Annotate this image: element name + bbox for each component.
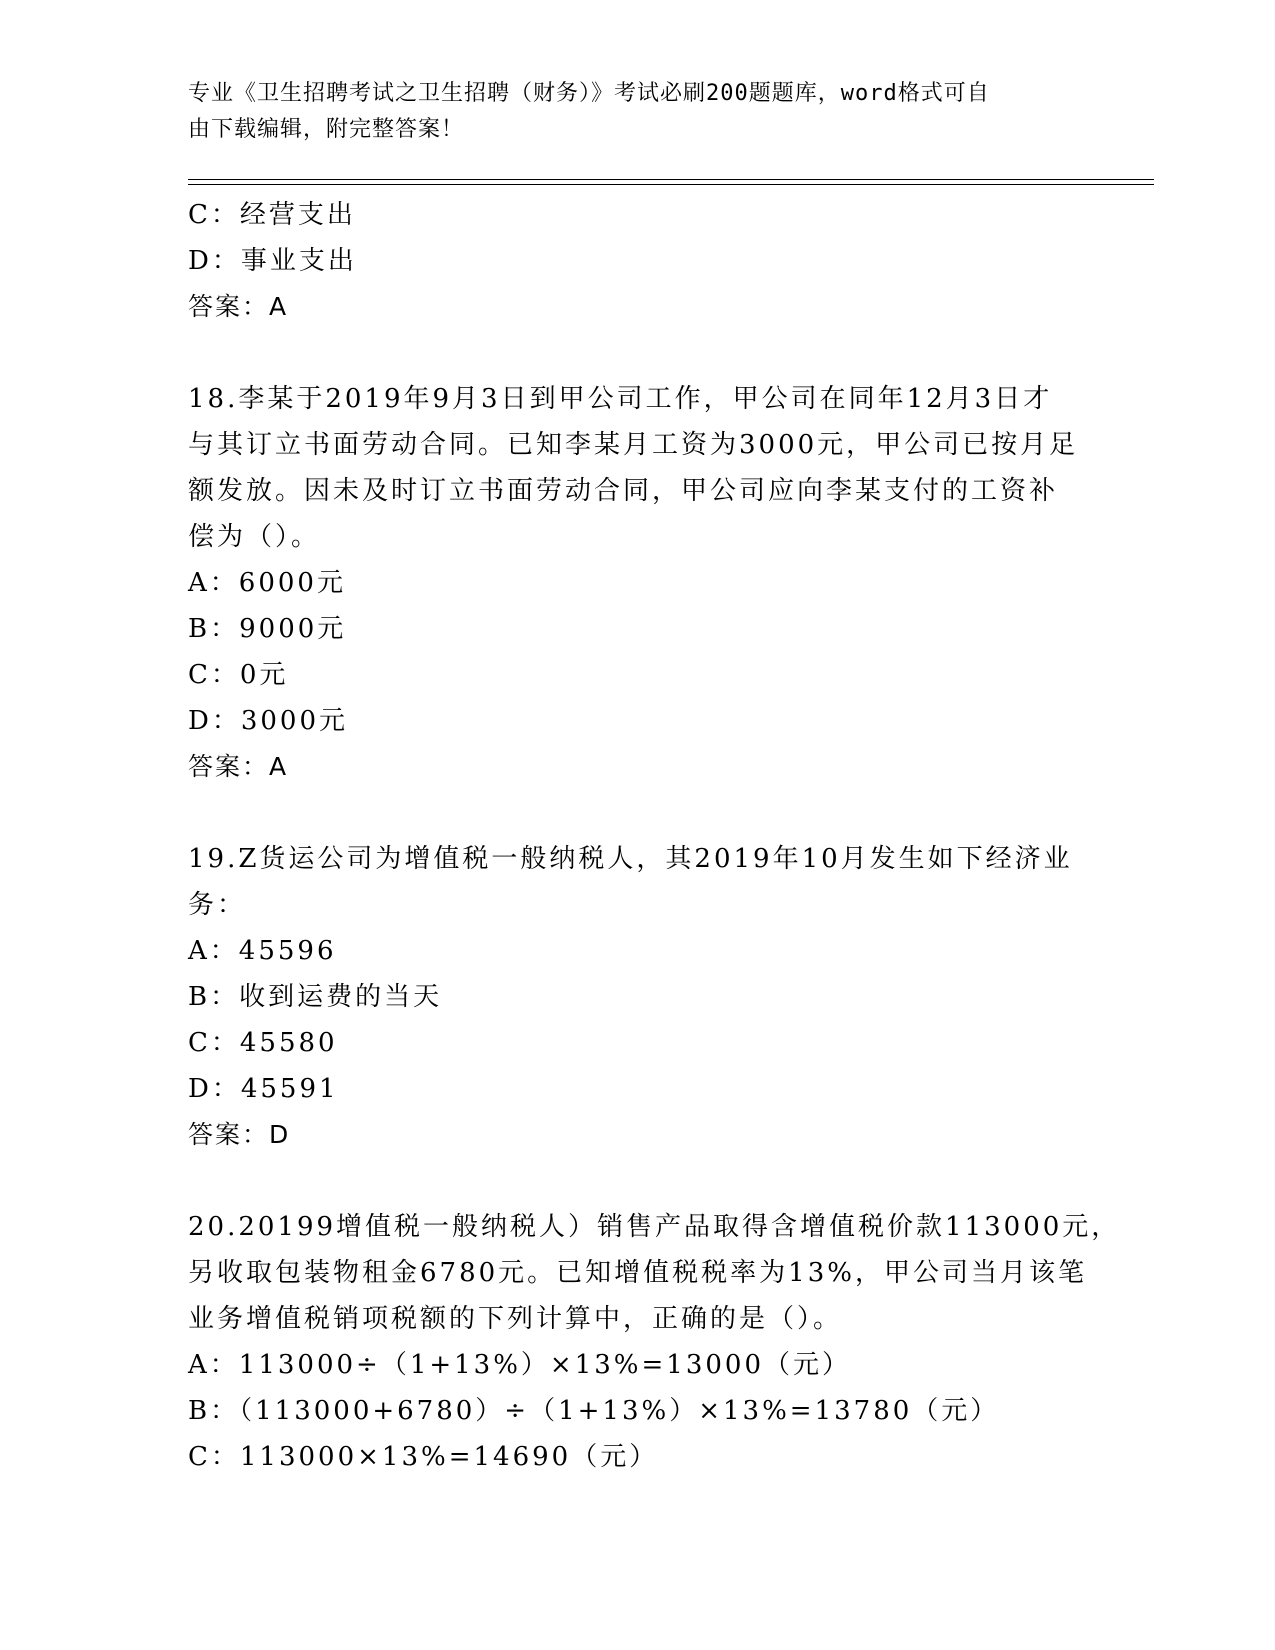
option-d: D：3000元	[188, 706, 349, 736]
question-17-tail	[188, 192, 1088, 330]
question-text-line: 18.李某于2019年9月3日到甲公司工作，甲公司在同年12月3日才	[188, 384, 1053, 414]
header-line-1: 专业《卫生招聘考试之卫生招聘（财务）》考试必刷200题题库，word格式可自	[188, 81, 990, 106]
option-b: B：9000元	[188, 614, 347, 644]
question-list	[188, 192, 1121, 1480]
question-20	[188, 1204, 1121, 1480]
option-b: B：收到运费的当天	[188, 982, 443, 1012]
option-a: A：6000元	[188, 568, 346, 598]
header-divider-bottom	[188, 184, 1154, 185]
answer: 答案：A	[188, 752, 289, 781]
option-b: B：（113000+6780）÷（1+13%）×13%=13780（元）	[188, 1396, 1000, 1426]
option-a: A：113000÷（1+13%）×13%=13000（元）	[188, 1350, 851, 1380]
header-divider-top	[188, 179, 1154, 180]
question-text-line: 务：	[188, 890, 247, 920]
option-d: D：事业支出	[188, 246, 357, 276]
document-header	[188, 76, 1068, 148]
option-c: C：113000×13%=14690（元）	[188, 1442, 659, 1472]
option-d: D：45591	[188, 1074, 339, 1104]
question-text-line: 另收取包装物租金6780元。已知增值税税率为13%，甲公司当月该笔	[188, 1258, 1087, 1288]
answer: 答案：A	[188, 292, 289, 321]
answer: 答案：D	[188, 1120, 291, 1149]
question-text-line: 偿为（）。	[188, 522, 321, 552]
header-line-2: 由下载编辑，附完整答案！	[188, 117, 465, 142]
question-text-line: 19.Z货运公司为增值税一般纳税人，其2019年10月发生如下经济业	[188, 844, 1073, 874]
question-text-line: 与其订立书面劳动合同。已知李某月工资为3000元，甲公司已按月足	[188, 430, 1079, 460]
option-c: C：45580	[188, 1028, 338, 1058]
question-18	[188, 376, 1088, 790]
question-text-line: 20.20199增值税一般纳税人）销售产品取得含增值税价款113000元，	[188, 1212, 1121, 1242]
option-c: C：0元	[188, 660, 289, 690]
question-19	[188, 836, 1088, 1158]
option-a: A：45596	[188, 936, 337, 966]
question-text-line: 额发放。因未及时订立书面劳动合同，甲公司应向李某支付的工资补	[188, 476, 1059, 506]
question-text-line: 业务增值税销项税额的下列计算中，正确的是（）。	[188, 1304, 843, 1334]
option-c: C：经营支出	[188, 200, 356, 230]
